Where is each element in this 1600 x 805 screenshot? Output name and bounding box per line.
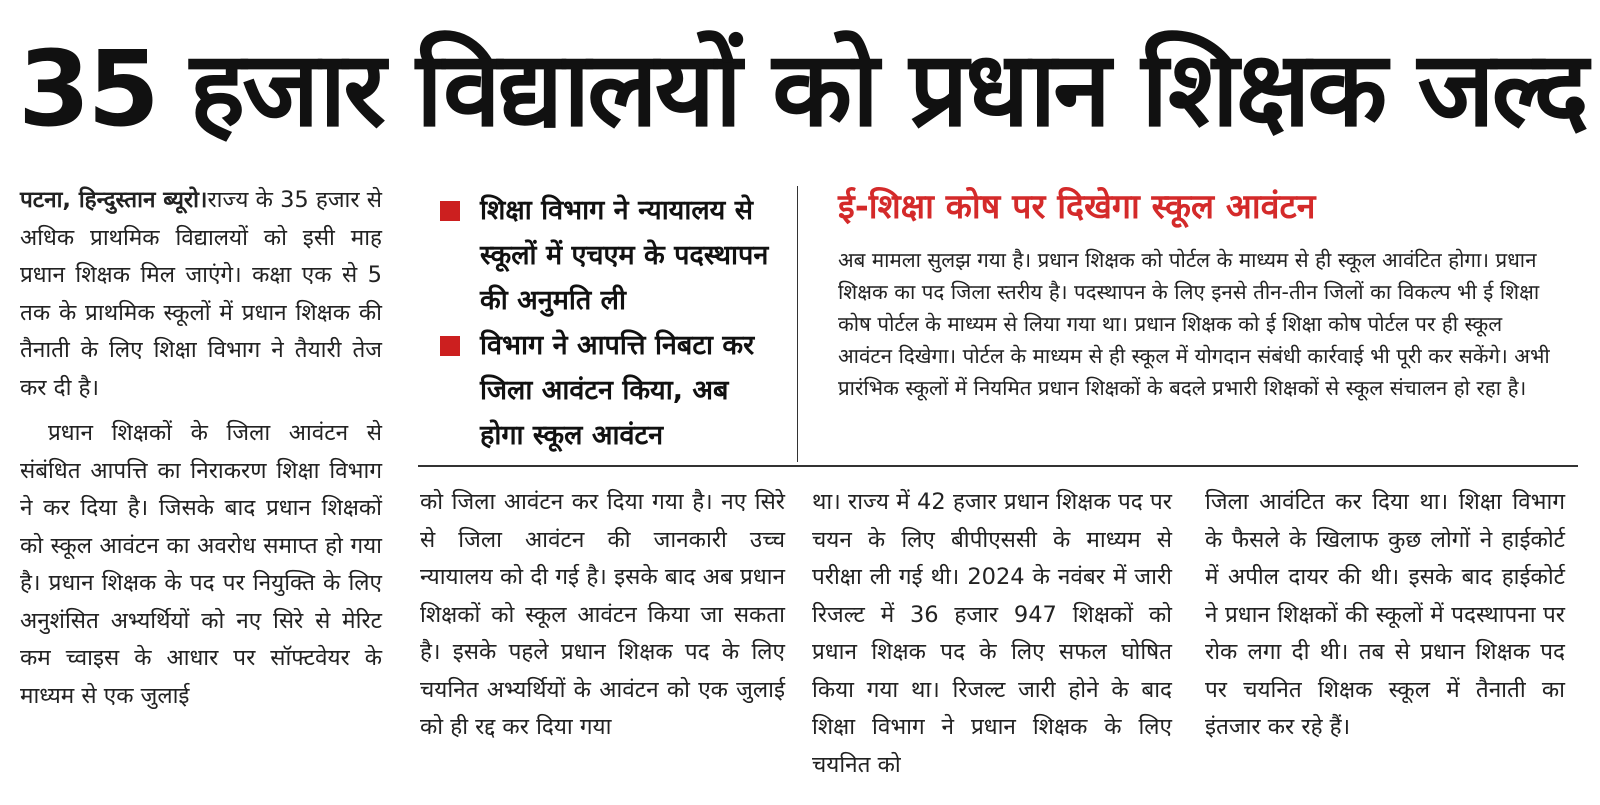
article-paragraph-2: प्रधान शिक्षकों के जिला आवंटन से संबंधित आपत्ति का निराकरण शिक्षा विभाग ने कर दिया है। जिसके बाद प्रधान शिक्षकों को स्कूल आवंटन का अवरोध समाप्त हो गया है। प्रधान शिक्षक के पद पर नियुक्ति के लिए अनुशंसित अभ्यर्थियों को नए सिरे से मेरिट कम च्वाइस के आधार पर सॉफ्टवेयर के माध्यम से एक जुलाई xyxy=(20,420,382,709)
article-column-4: जिला आवंटित कर दिया था। शिक्षा विभाग के फैसले के खिलाफ कुछ लोगों ने हाईकोर्ट में अपील दायर की थी। इसके बाद हाईकोर्ट ने प्रधान शिक्षकों की स्कूलों में पदस्थापना पर रोक लगा दी थी। तब से प्रधान शिक्षक पद पर चयनित शिक्षक स्कूल में तैनाती का इंतजार कर रहे हैं। xyxy=(1205,489,1565,740)
highlight-text-2: विभाग ने आपत्ति निबटा कर जिला आवंटन किया, अब होगा स्कूल आवंटन xyxy=(480,330,755,451)
article-column-3: था। राज्य में 42 हजार प्रधान शिक्षक पद पर चयन के लिए बीपीएससी के माध्यम से परीक्षा ली गई थी। 2024 के नवंबर में जारी रिजल्ट में 36 हजार 947 शिक्षकों को प्रधान शिक्षक पद के लिए सफल घोषित किया गया था। रिजल्ट जारी होने के बाद शिक्षा विभाग ने प्रधान शिक्षक के लिए चयनित को xyxy=(812,489,1172,778)
highlights-box xyxy=(440,188,780,458)
sidebar-text: अब मामला सुलझ गया है। प्रधान शिक्षक को पोर्टल के माध्यम से ही स्कूल आवंटित होगा। प्रधान शिक्षक का पद जिला स्तरीय है। पदस्थापन के लिए इनसे तीन-तीन जिलों का विकल्प भी ई शिक्षा कोष पोर्टल के माध्यम से लिया गया था। प्रधान शिक्षक को ई शिक्षा कोष पोर्टल पर ही स्कूल आवंटन दिखेगा। पोर्टल के माध्यम से ही स्कूल में योगदान संबंधी कार्रवाई भी पूरी कर सकेंगे। अभी प्रारंभिक स्कूलों में नियमित प्रधान शिक्षकों के बदले प्रभारी शिक्षकों से स्कूल संचालन हो रहा है। xyxy=(838,248,1550,400)
article-paragraph-1 xyxy=(20,182,382,407)
article-column-2: को जिला आवंटन कर दिया गया है। नए सिरे से जिला आवंटन की जानकारी उच्च न्यायालय को दी गई है। इसके बाद अब प्रधान शिक्षकों को स्कूल आवंटन किया जा सकता है। इसके पहले प्रधान शिक्षक पद के लिए चयनित अभ्यर्थियों के आवंटन को एक जुलाई को ही रद्द कर दिया गया xyxy=(420,489,785,740)
article-column-1 xyxy=(20,182,382,715)
vertical-divider xyxy=(797,186,798,462)
dateline: पटना, हिन्दुस्तान ब्यूरो। xyxy=(20,187,208,213)
highlight-item-2 xyxy=(440,323,780,458)
red-square-bullet-icon xyxy=(440,201,460,221)
headline: 35 हजार विद्यालयों को प्रधान शिक्षक जल्द xyxy=(18,28,1586,150)
sidebar-title: ई-शिक्षा कोष पर दिखेगा स्कूल आवंटन xyxy=(838,187,1316,227)
red-square-bullet-icon xyxy=(440,336,460,356)
highlight-text-1: शिक्षा विभाग ने न्यायालय से स्कूलों में एचएम के पदस्थापन की अनुमति ली xyxy=(480,195,769,316)
highlight-item-1 xyxy=(440,188,780,323)
horizontal-divider xyxy=(418,465,1578,467)
paragraph-1-text: राज्य के 35 हजार से अधिक प्राथमिक विद्यालयों को इसी माह प्रधान शिक्षक मिल जाएंगे। कक्षा एक से 5 तक के प्राथमिक स्कूलों में प्रधान शिक्षक की तैनाती के लिए शिक्षा विभाग ने तैयारी तेज कर दी है। xyxy=(20,187,382,401)
